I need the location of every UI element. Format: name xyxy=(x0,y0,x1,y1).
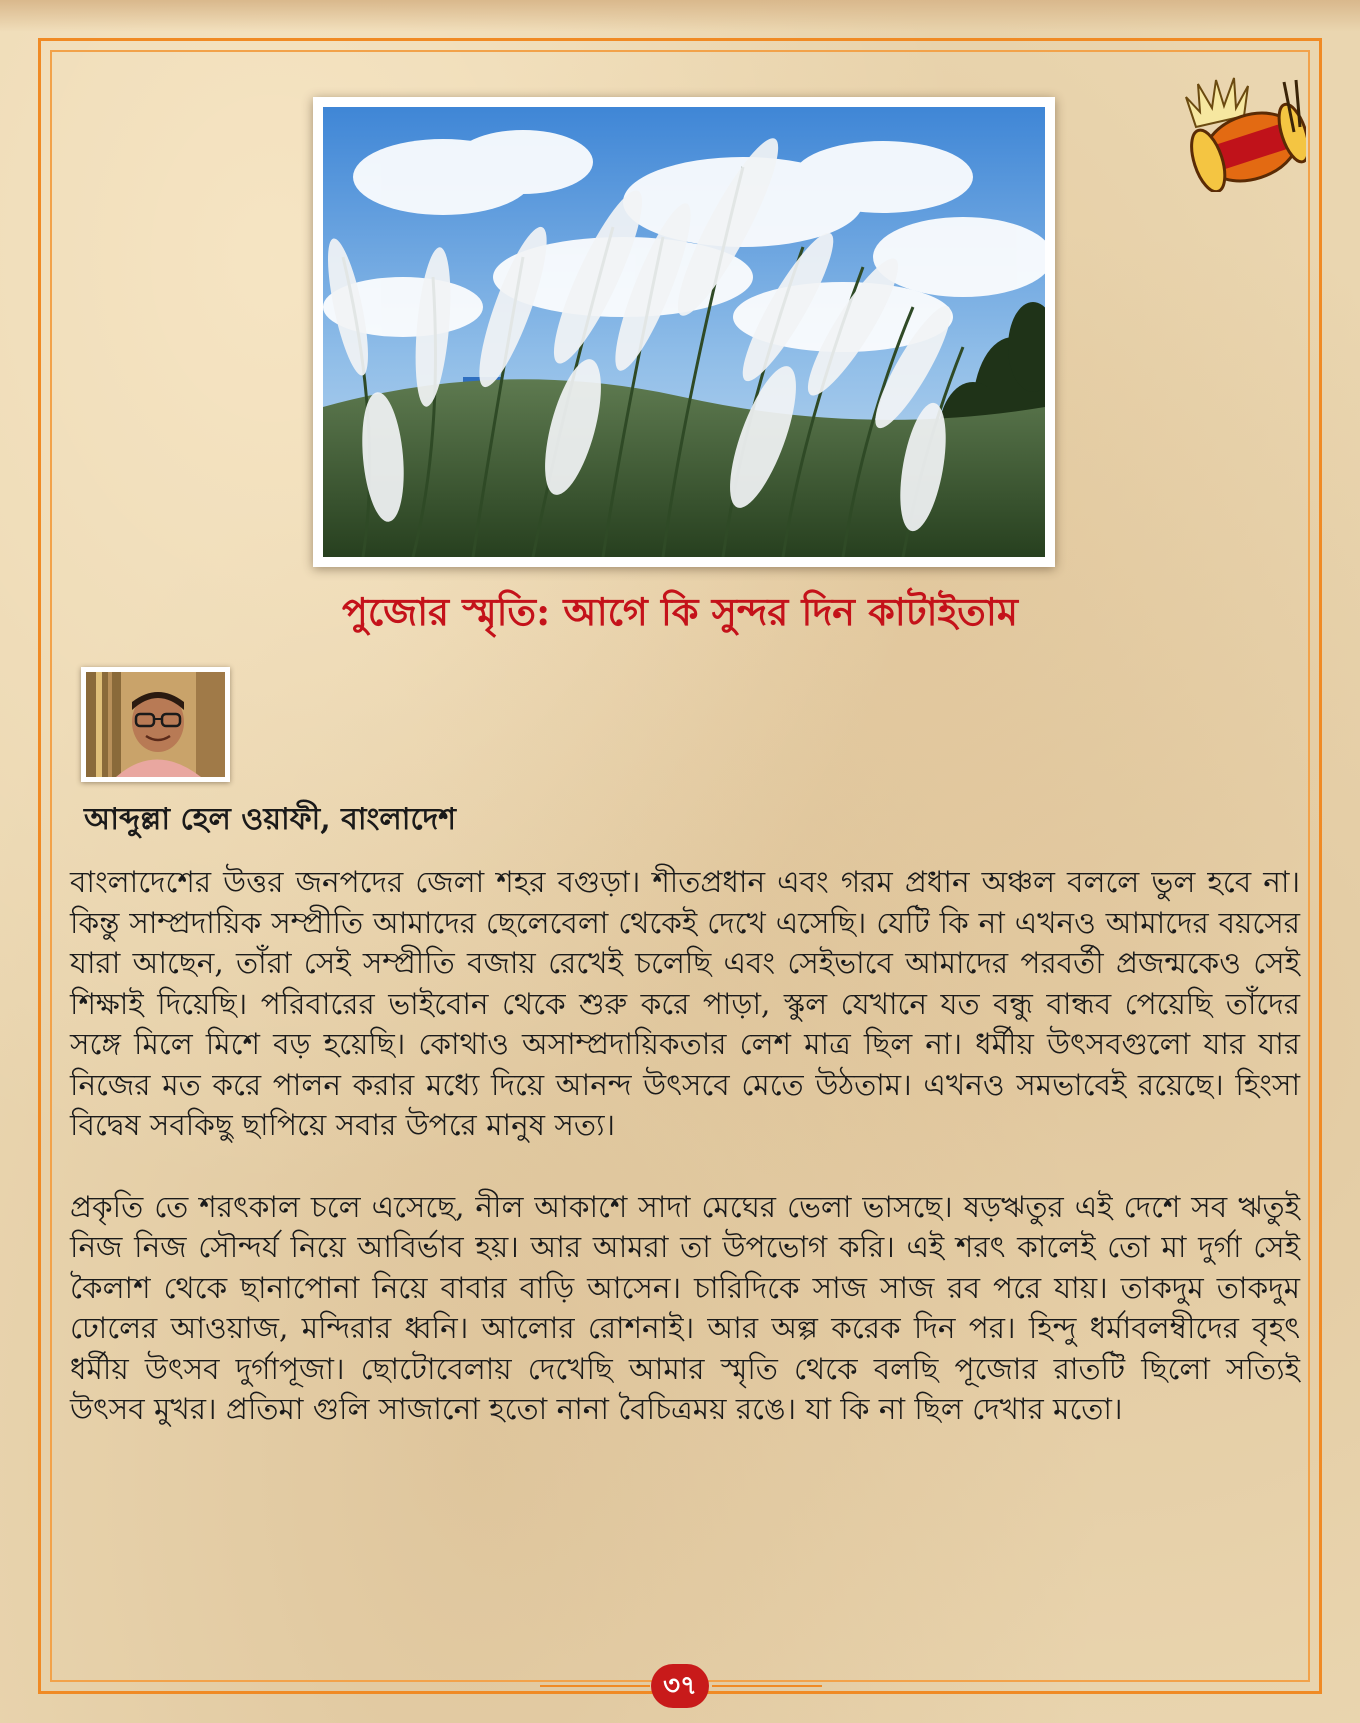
footer-line-right xyxy=(712,1685,822,1687)
article-paragraph-1: বাংলাদেশের উত্তর জনপদের জেলা শহর বগুড়া। শীতপ্রধান এবং গরম প্রধান অঞ্চল বললে ভুল হবে না। কিন্তু সাম্প্রদায়িক সম্প্রীতি আমাদের ছেলেবেলা থেকেই দেখে এসেছি। যেটি কি না এখনও আমাদের বয়সের যারা আছেন, তাঁরা সেই সম্প্রীতি বজায় রেখেই চলেছি এবং সেইভাবে আমাদের পরবর্তী প্রজন্মকেও সেই শিক্ষাই দিয়েছি। পরিবারের ভাইবোন থেকে শুরু করে পাড়া, স্কুল যেখানে যত বন্ধু বান্ধব পেয়েছি তাঁদের সঙ্গে মিলে মিশে বড় হয়েছি। কোথাও অসাম্প্রদায়িকতার লেশ মাত্র ছিল না। ধর্মীয় উৎসবগুলো যার যার নিজের মত করে পালন করার মধ্যে দিয়ে আনন্দ উৎসবে মেতে উঠতাম। এখনও সমভাবেই রয়েছে। হিংসা বিদ্বেষ সবকিছু ছাপিয়ে সবার উপরে মানুষ সত্য। xyxy=(70,865,1300,1142)
footer-line-left xyxy=(540,1685,650,1687)
page-number: ৩৭ xyxy=(651,1664,709,1708)
author-name: আব্দুল্লা হেল ওয়াফী, বাংলাদেশ xyxy=(84,802,457,837)
author-portrait-image xyxy=(86,672,225,777)
kash-flowers-image xyxy=(323,107,1045,557)
article-paragraph-2: প্রকৃতি তে শরৎকাল চলে এসেছে, নীল আকাশে সাদা মেঘের ভেলা ভাসছে। ষড়ঋতুর এই দেশে সব ঋতুই নিজ নিজ সৌন্দর্য নিয়ে আবির্ভাব হয়। আর আমরা তা উপভোগ করি। এই শরৎ কালেই তো মা দুর্গা সেই কৈলাশ থেকে ছানাপোনা নিয়ে বাবার বাড়ি আসেন। চারিদিকে সাজ সাজ রব পরে যায়। তাকদুম তাকদুম ঢোলের আওয়াজ, মন্দিরার ধ্বনি। আলোর রোশনাই। আর অল্প করেক দিন পর। হিন্দু ধর্মাবলম্বীদের বৃহৎ ধর্মীয় উৎসব দুর্গাপূজা। ছোটোবেলায় দেখেছি আমার স্মৃতি থেকে বলছি পূজোর রাতটি ছিলো সত্যিই উৎসব মুখর। প্রতিমা গুলি সাজানো হতো নানা বৈচিত্রময় রঙে। যা কি না ছিল দেখার মতো। xyxy=(70,1189,1300,1426)
top-decorative-band xyxy=(0,0,1360,32)
article-body xyxy=(70,862,1300,1471)
page-footer xyxy=(0,1664,1360,1708)
article-title: পুজোর স্মৃতি: আগে কি সুন্দর দিন কাটাইতাম xyxy=(342,589,1018,634)
author-photo xyxy=(81,667,230,782)
dhak-drum-icon xyxy=(1176,72,1306,192)
hero-photo xyxy=(313,97,1055,567)
